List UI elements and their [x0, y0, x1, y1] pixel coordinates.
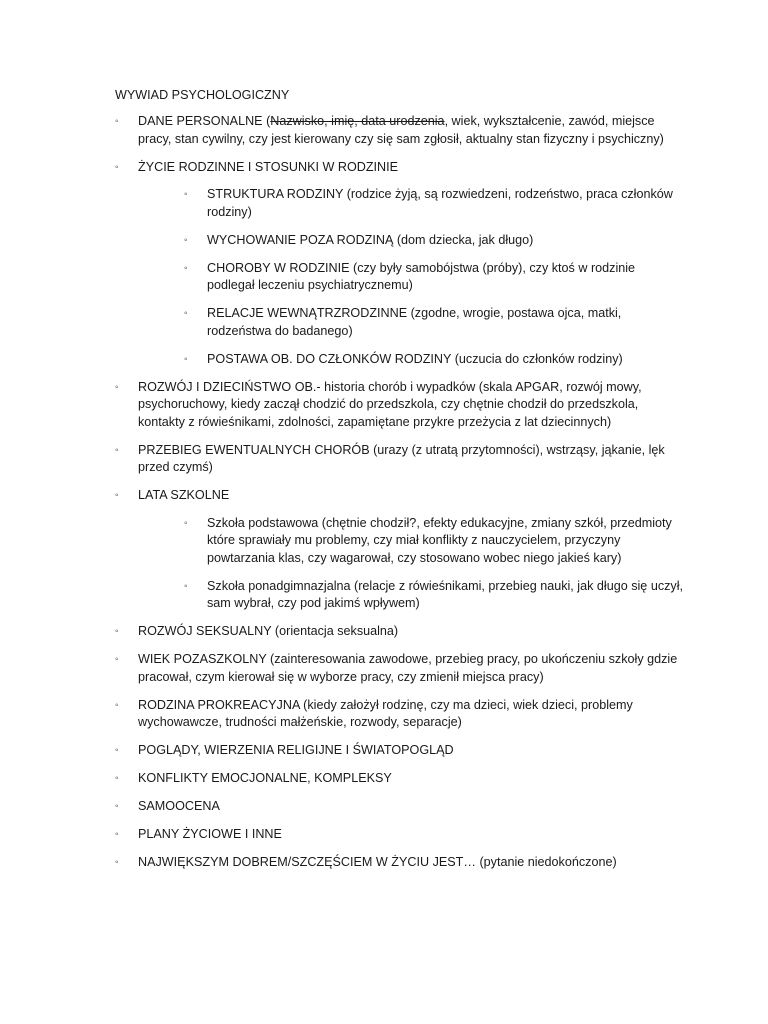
outline-item-text: ROZWÓJ SEKSUALNY (orientacja seksualna)	[138, 624, 399, 638]
hollow-bullet-icon: ◦	[184, 353, 188, 365]
sub-outline-item-text: STRUKTURA RODZINY (rodzice żyją, są rozwiedzeni, rodzeństwo, praca członków rodziny)	[207, 187, 673, 219]
outline-item	[115, 442, 685, 477]
hollow-bullet-icon: ◦	[115, 490, 119, 501]
sub-outline-item	[161, 186, 685, 221]
outline-item	[115, 742, 685, 760]
hollow-bullet-icon: ◦	[184, 189, 188, 200]
sub-outline-item-text: CHOROBY W RODZINIE (czy były samobójstwa (próby), czy ktoś w rodzinie podlegał leczeniu psychiatrycznemu)	[207, 260, 636, 292]
hollow-bullet-icon: ◦	[184, 234, 188, 246]
hollow-bullet-icon: ◦	[115, 773, 119, 784]
sub-outline-list	[138, 515, 685, 613]
outline-item	[115, 379, 685, 432]
outline-item-text: ROZWÓJ I DZIECIŃSTWO OB.- historia chorób i wypadków (skala APGAR, rozwój mowy, psychoruchowy, kiedy zaczął chodzić do przedszkola, czy chętnie chodził do przedszkola, kontakty z rówieśnikami, zdolności, zapamiętane przykre przeżycia z lat dziecinnych)	[138, 379, 642, 429]
outline-item	[115, 113, 685, 148]
sub-outline-item-text: Szkoła ponadgimnazjalna (relacje z rówieśnikami, przebieg nauki, jak długo się uczył, sam wybrał, czy pod jakimś wpływem)	[207, 578, 684, 610]
outline-item	[115, 487, 685, 613]
hollow-bullet-icon: ◦	[115, 381, 119, 393]
hollow-bullet-icon: ◦	[115, 829, 119, 840]
hollow-bullet-icon: ◦	[184, 262, 188, 274]
outline-item	[115, 854, 685, 872]
outline-item-text: PRZEBIEG EWENTUALNYCH CHORÓB (urazy (z utratą przytomności), wstrząsy, jąkanie, lęk przed czymś)	[138, 442, 665, 474]
hollow-bullet-icon: ◦	[115, 116, 119, 127]
hollow-bullet-icon: ◦	[115, 654, 119, 665]
hollow-bullet-icon: ◦	[115, 699, 119, 711]
hollow-bullet-icon: ◦	[115, 161, 119, 173]
outline-item-text: NAJWIĘKSZYM DOBREM/SZCZĘŚCIEM W ŻYCIU JEST… (pytanie niedokończone)	[138, 855, 617, 869]
struck-through-text: Nazwisko, imię, data urodzenia	[270, 114, 445, 128]
outline-item-text: PLANY ŻYCIOWE I INNE	[138, 827, 282, 841]
sub-outline-item-text: Szkoła podstawowa (chętnie chodził?, efekty edukacyjne, zmiany szkół, przedmioty które sprawiały mu problemy, czy miał konflikty z nauczycielem, przyczyny powtarzania klas, czy wagarował, czy stosowano wobec niego jakieś kary)	[207, 515, 672, 565]
sub-outline-item-text: WYCHOWANIE POZA RODZINĄ (dom dziecka, jak długo)	[207, 232, 534, 247]
outline-item-text	[138, 113, 685, 148]
outline-item-text: KONFLIKTY EMOCJONALNE, KOMPLEKSY	[138, 771, 392, 785]
outline-item-text: ŻYCIE RODZINNE I STOSUNKI W RODZINIE	[138, 159, 399, 174]
interview-outline-list	[115, 113, 685, 882]
hollow-bullet-icon: ◦	[115, 444, 119, 456]
outline-item-text: RODZINA PROKREACYJNA (kiedy założył rodzinę, czy ma dzieci, wiek dzieci, problemy wychowawcze, trudności małżeńskie, rozwody, separacje)	[138, 697, 633, 729]
outline-item-text: POGLĄDY, WIERZENIA RELIGIJNE I ŚWIATOPOGLĄD	[138, 743, 454, 757]
sub-outline-item	[161, 578, 685, 613]
hollow-bullet-icon: ◦	[115, 801, 119, 812]
outline-item	[115, 651, 685, 686]
outline-item	[115, 697, 685, 732]
hollow-bullet-icon: ◦	[184, 517, 188, 529]
outline-item	[115, 770, 685, 788]
hollow-bullet-icon: ◦	[184, 580, 188, 592]
document-title: WYWIAD PSYCHOLOGICZNY	[115, 88, 290, 102]
sub-outline-item	[161, 305, 685, 340]
outline-item	[115, 798, 685, 816]
outline-item-text: WIEK POZASZKOLNY (zainteresowania zawodowe, przebieg pracy, po ukończeniu szkoły gdzie pracował, czym kierował się w wyborze pracy, czy zmienił miejsca pracy)	[138, 652, 678, 684]
sub-outline-list	[138, 186, 685, 368]
sub-outline-item-text: RELACJE WEWNĄTRZRODZINNE (zgodne, wrogie, postawa ojca, matki, rodzeństwa do badanego)	[207, 306, 622, 338]
sub-outline-item	[161, 515, 685, 568]
sub-outline-item	[161, 260, 685, 295]
hollow-bullet-icon: ◦	[184, 308, 188, 319]
item-text-part: DANE PERSONALNE (	[138, 114, 271, 128]
outline-item-text: LATA SZKOLNE	[138, 488, 230, 502]
outline-item-text: SAMOOCENA	[138, 799, 220, 813]
hollow-bullet-icon: ◦	[115, 857, 119, 868]
outline-item	[115, 826, 685, 844]
hollow-bullet-icon: ◦	[115, 745, 119, 756]
sub-outline-item	[161, 351, 685, 369]
item-text-part: , wiek, wykształcenie, zawód, miejsce pracy, stan cywilny, czy jest kierowany czy się sam zgłosił, aktualny stan fizyczny i psychiczny)	[138, 114, 664, 146]
outline-item	[115, 159, 685, 369]
sub-outline-item-text: POSTAWA OB. DO CZŁONKÓW RODZINY (uczucia do członków rodziny)	[207, 351, 623, 366]
sub-outline-item	[161, 232, 685, 250]
outline-item	[115, 623, 685, 641]
hollow-bullet-icon: ◦	[115, 626, 119, 637]
